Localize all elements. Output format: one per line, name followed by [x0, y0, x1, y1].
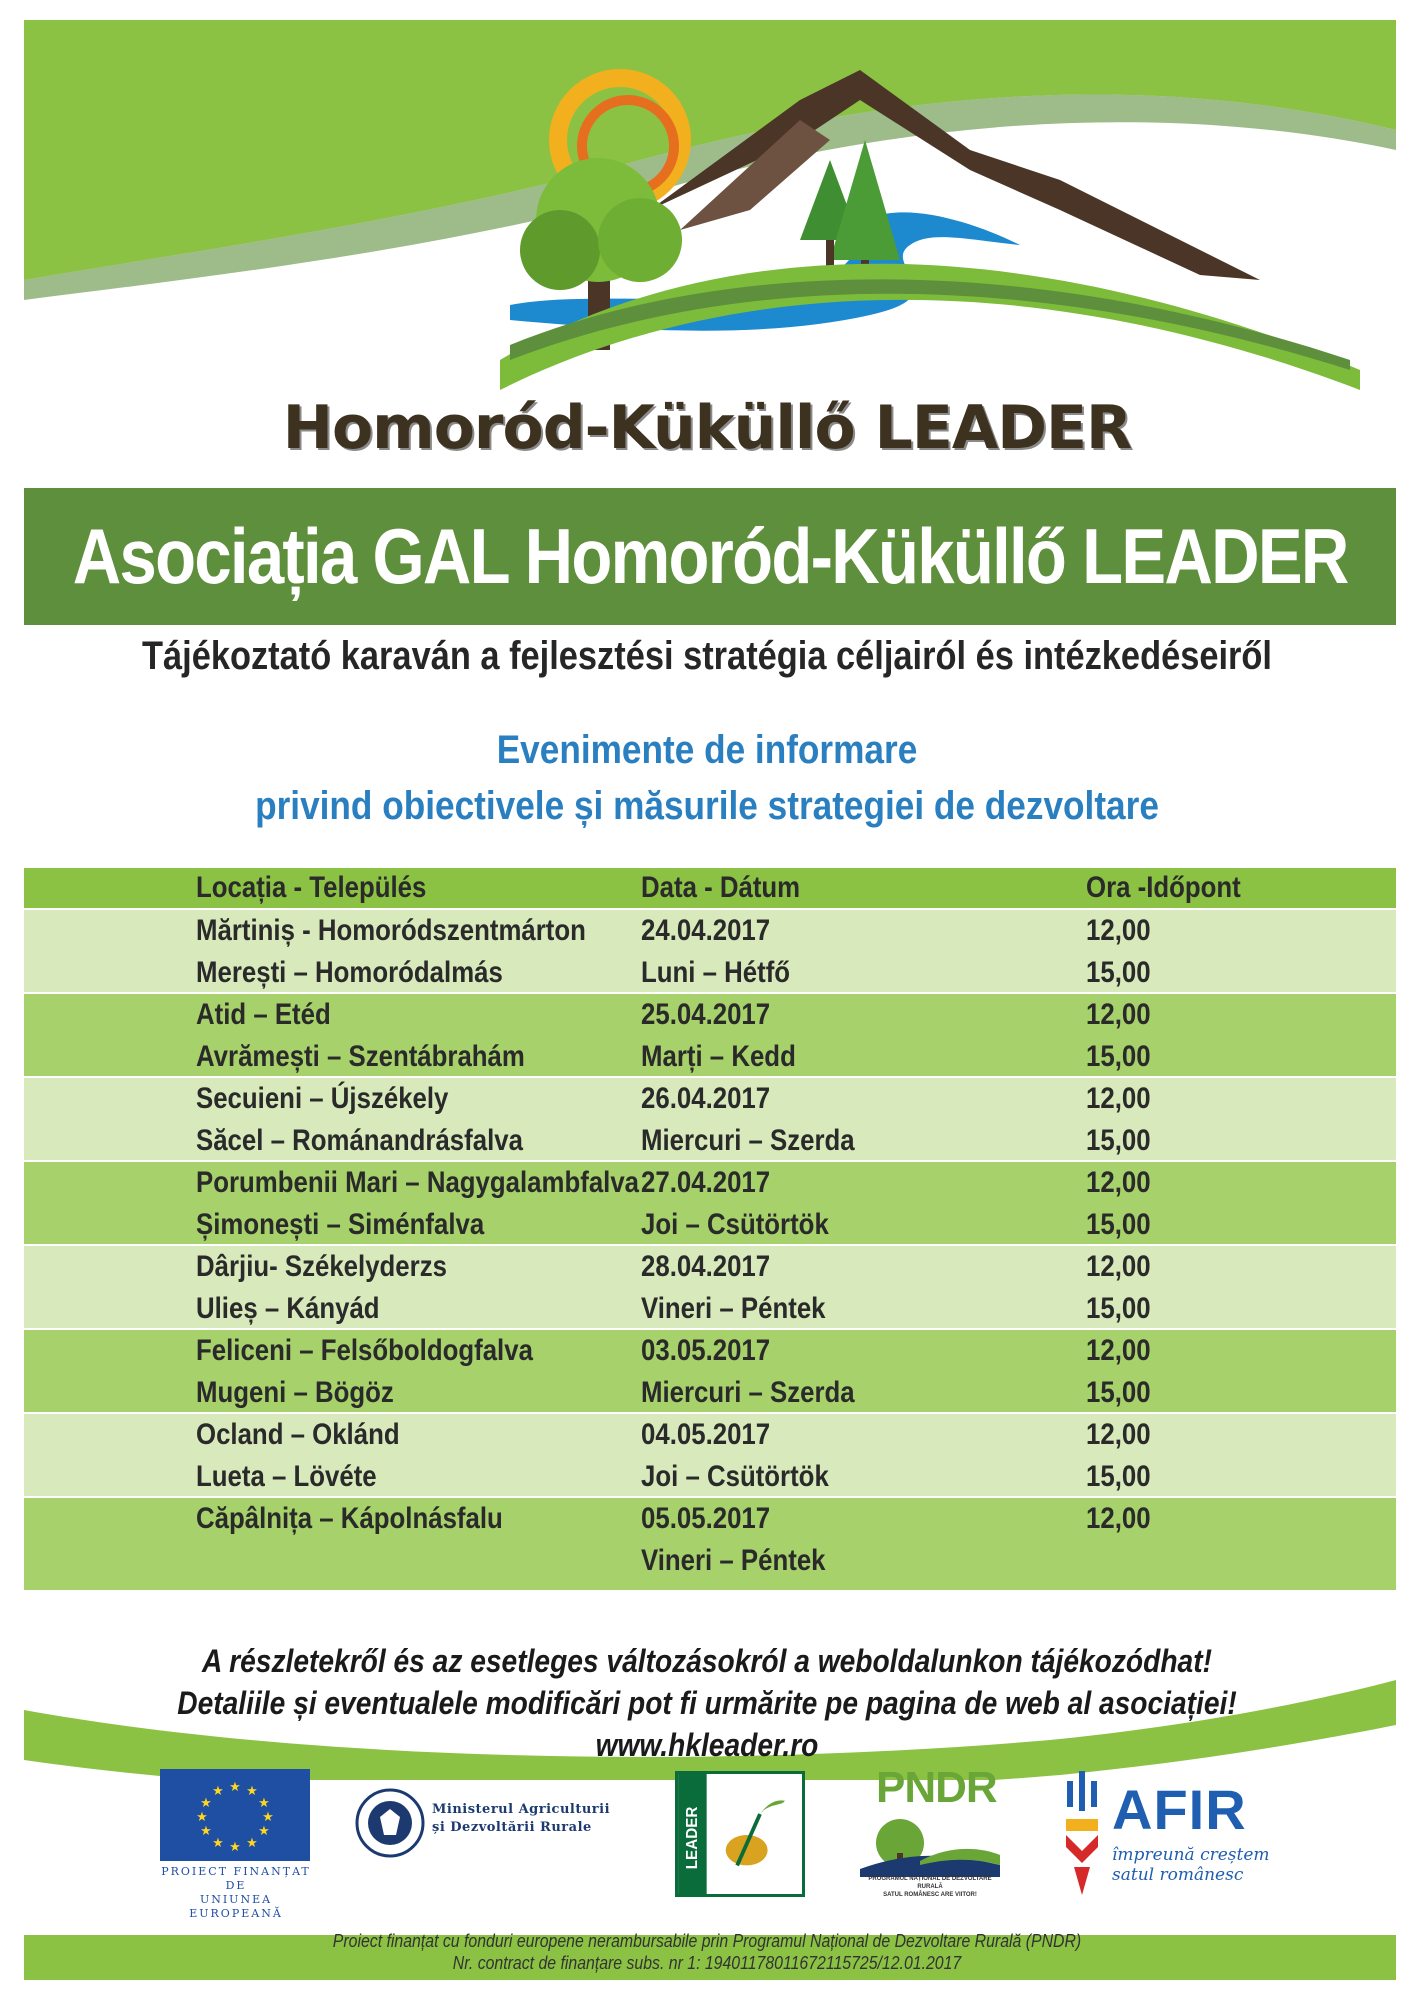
cell-date: Marți – Kedd [641, 1040, 796, 1073]
page-title: Asociația GAL Homoród-Küküllő LEADER [72, 512, 1348, 600]
cell-date: Joi – Csütörtök [641, 1460, 829, 1493]
cell-date: Miercuri – Szerda [641, 1376, 855, 1409]
cell-location: Porumbenii Mari – Nagygalambfalva [196, 1166, 640, 1199]
cell-date: Vineri – Péntek [641, 1544, 826, 1577]
cell-location: Atid – Etéd [196, 998, 331, 1031]
footer-line1: Proiect finanțat cu fonduri europene nerambursabile prin Programul Național de Dezvoltare Rurală (PNDR) [332, 1931, 1082, 1951]
logo-wordmark: Homoród-Küküllő LEADER [282, 393, 1132, 463]
cell-date: 24.04.2017 [641, 914, 771, 947]
cell-location: Secuieni – Újszékely [196, 1082, 449, 1115]
pndr-word: PNDR [876, 1763, 997, 1812]
cell-location: Feliceni – Felsőboldogfalva [196, 1334, 533, 1367]
cell-time: 12,00 [1086, 914, 1151, 947]
ministry-line2: și Dezvoltării Rurale [432, 1820, 592, 1835]
cell-time: 12,00 [1086, 1082, 1151, 1115]
cell-time: 12,00 [1086, 1166, 1151, 1199]
table-row-group [24, 1328, 1396, 1412]
cell-date: 28.04.2017 [641, 1250, 771, 1283]
cell-time: 15,00 [1086, 1460, 1151, 1493]
ministry-name [432, 1801, 610, 1837]
subtitle-hungarian: Tájékoztató karaván a fejlesztési stratégia céljairól és intézkedéseiről [141, 634, 1272, 678]
cell-location: Săcel – Románandrásfalva [196, 1124, 523, 1157]
cell-time: 12,00 [1086, 1502, 1151, 1535]
cell-date: 05.05.2017 [641, 1502, 771, 1535]
notice-block [0, 1640, 1414, 1766]
afir-word: AFIR [1112, 1778, 1247, 1841]
cell-location: Mugeni – Bögöz [196, 1376, 394, 1409]
cell-time: 15,00 [1086, 1208, 1151, 1241]
svg-text:★: ★ [212, 1784, 224, 1799]
mountain-icon [650, 70, 1260, 280]
cell-date: 04.05.2017 [641, 1418, 771, 1451]
funding-footer [0, 1930, 1414, 1974]
subtitle-romanian-line2: privind obiectivele și măsurile strategiei de dezvoltare [255, 784, 1159, 828]
website-link[interactable]: www.hkleader.ro [595, 1727, 819, 1763]
government-emblem-icon [354, 1787, 426, 1859]
landscape-logo [500, 60, 1360, 390]
svg-text:★: ★ [246, 1784, 258, 1799]
cell-time: 15,00 [1086, 1124, 1151, 1157]
table-header [24, 868, 1396, 908]
svg-text:★: ★ [200, 1824, 212, 1839]
cell-location: Merești – Homoródalmás [196, 956, 503, 989]
svg-text:★: ★ [229, 1780, 241, 1795]
cell-location: Ocland – Oklánd [196, 1418, 400, 1451]
title-band [24, 488, 1396, 625]
svg-text:★: ★ [246, 1836, 258, 1851]
cell-time: 12,00 [1086, 1250, 1151, 1283]
svg-text:★: ★ [262, 1810, 274, 1825]
cell-location: Mărtiniș - Homoródszentmárton [196, 914, 586, 947]
afir-tagline-line1: împreună creștem [1112, 1845, 1270, 1865]
cell-date: Joi – Csütörtök [641, 1208, 829, 1241]
table-row-group [24, 1160, 1396, 1244]
cell-time: 15,00 [1086, 1376, 1151, 1409]
ministry-line1: Ministerul Agriculturii [432, 1802, 611, 1817]
eu-caption-line2: UNIUNEA EUROPEANĂ [189, 1893, 283, 1920]
pndr-caption-line1: PROGRAMUL NAȚIONAL DE DEZVOLTARE RURALĂ [868, 1876, 992, 1890]
cell-location: Căpâlnița – Kápolnásfalu [196, 1502, 503, 1535]
header-time: Ora -Időpont [1086, 871, 1241, 904]
afir-tagline [1112, 1845, 1270, 1885]
cell-date: Miercuri – Szerda [641, 1124, 855, 1157]
svg-text:★: ★ [200, 1796, 212, 1811]
cell-date: Vineri – Péntek [641, 1292, 826, 1325]
svg-text:★: ★ [229, 1840, 241, 1855]
subtitle-romanian-line1: Evenimente de informare [496, 728, 918, 772]
svg-text:★: ★ [258, 1824, 270, 1839]
cell-date: 26.04.2017 [641, 1082, 771, 1115]
cell-time: 15,00 [1086, 1040, 1151, 1073]
cell-time: 12,00 [1086, 1418, 1151, 1451]
subtitle-romanian [0, 722, 1414, 834]
schedule-table [24, 868, 1396, 1590]
cell-date: Luni – Hétfő [641, 956, 791, 989]
sponsor-logos [0, 1765, 1414, 1925]
eu-flag-icon [160, 1769, 310, 1861]
cell-time: 15,00 [1086, 956, 1151, 989]
eu-caption [158, 1865, 314, 1921]
cell-location: Ulieș – Kányád [196, 1292, 380, 1325]
svg-text:★: ★ [258, 1796, 270, 1811]
cell-time: 12,00 [1086, 1334, 1151, 1367]
svg-text:★: ★ [212, 1836, 224, 1851]
table-row-group [24, 1076, 1396, 1160]
cell-location: Lueta – Lövéte [196, 1460, 377, 1493]
leader-word: LEADER [684, 1806, 702, 1870]
cell-time: 12,00 [1086, 998, 1151, 1031]
cell-date: 03.05.2017 [641, 1334, 771, 1367]
header-location: Locația - Település [196, 871, 427, 904]
pndr-caption-line2: SATUL ROMÂNESC ARE VIITOR! [883, 1892, 977, 1898]
svg-text:★: ★ [196, 1810, 208, 1825]
cell-date: 25.04.2017 [641, 998, 771, 1031]
table-row-group [24, 1496, 1396, 1590]
header-date: Data - Dátum [641, 871, 801, 904]
afir-emblem-icon [1062, 1771, 1102, 1897]
cell-time: 15,00 [1086, 1292, 1151, 1325]
pndr-caption [860, 1875, 1000, 1899]
eu-caption-line1: PROIECT FINANȚAT DE [161, 1865, 311, 1892]
cell-location: Dârjiu- Székelyderzs [196, 1250, 447, 1283]
cell-location: Șimonești – Siménfalva [196, 1208, 485, 1241]
table-row-group [24, 1412, 1396, 1496]
footer-line2: Nr. contract de finanțare subs. nr 1: 19401178011672115725/12.01.2017 [452, 1953, 962, 1973]
table-row-group [24, 908, 1396, 992]
leader-logo-icon [675, 1771, 805, 1897]
table-row-group [24, 992, 1396, 1076]
notice-romanian: Detaliile și eventualele modificări pot fi urmărite pe pagina de web al asociației! [177, 1685, 1237, 1721]
cell-date: 27.04.2017 [641, 1166, 771, 1199]
notice-hungarian: A részletekről és az esetleges változásokról a weboldalunkon tájékozódhat! [202, 1643, 1212, 1679]
afir-tagline-line2: satul românesc [1112, 1865, 1244, 1885]
table-row-group [24, 1244, 1396, 1328]
cell-location: Avrămești – Szentábrahám [196, 1040, 525, 1073]
